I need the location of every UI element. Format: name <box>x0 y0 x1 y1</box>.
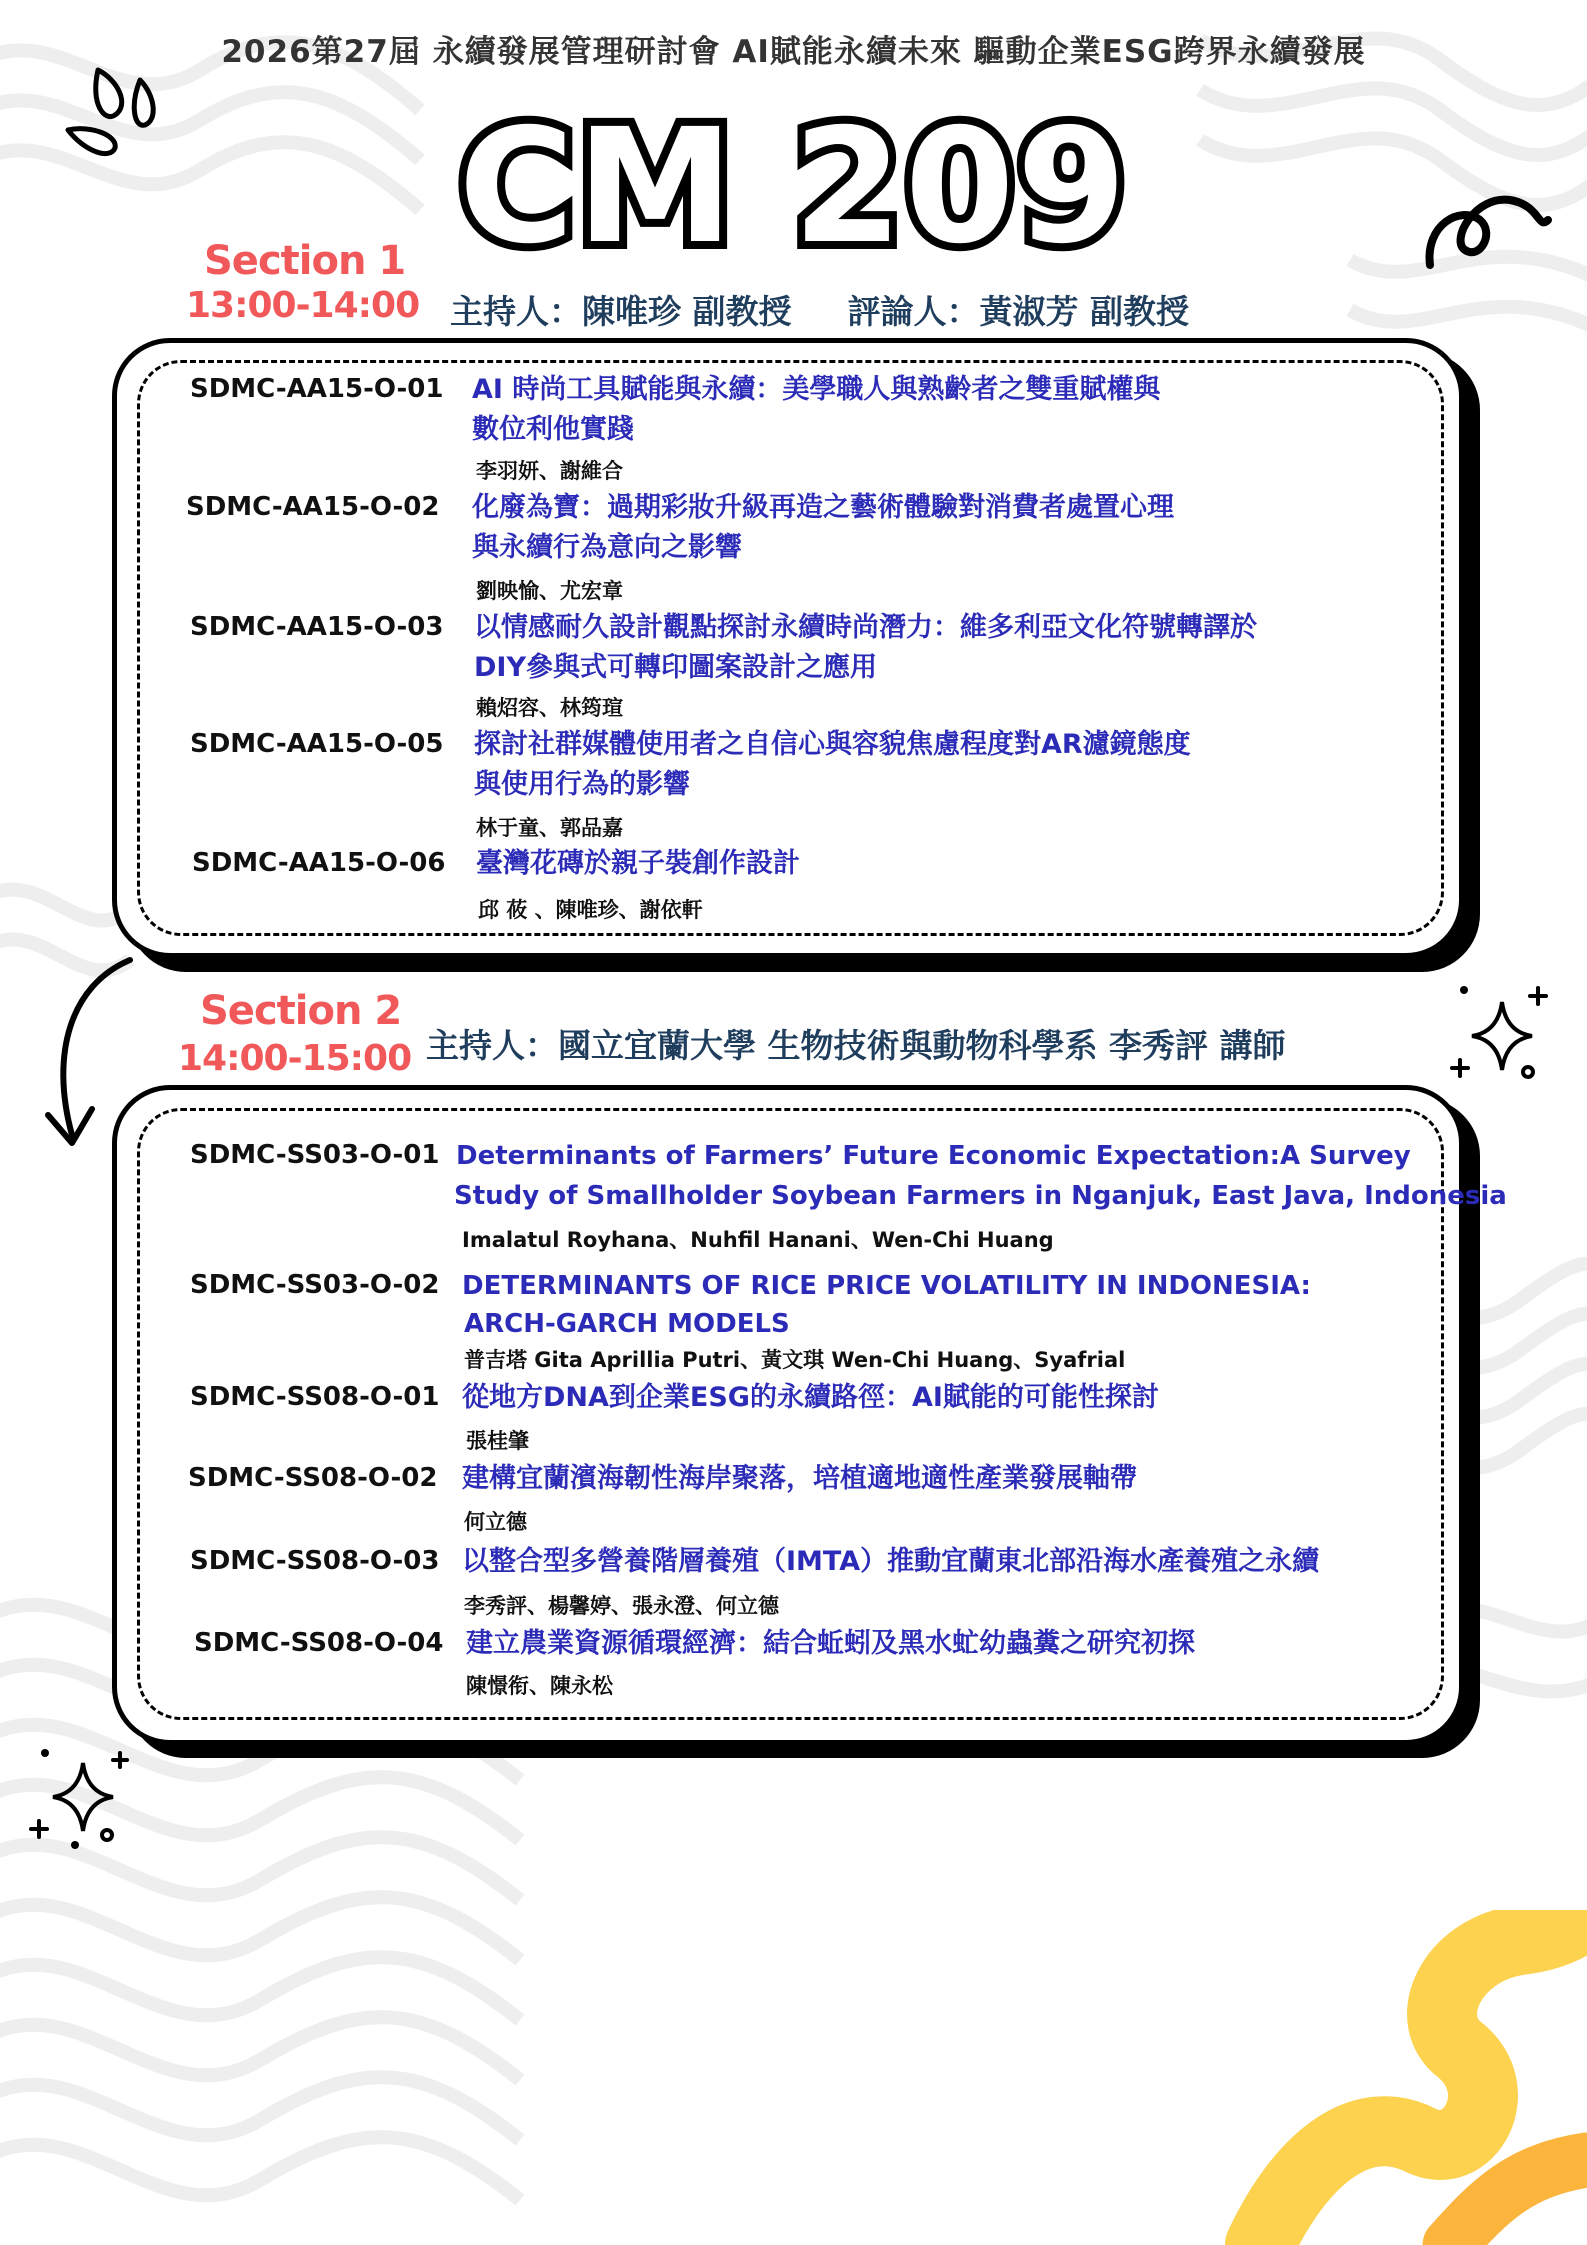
paper-code: SDMC-AA15-O-01 <box>190 374 444 404</box>
paper-title: ARCH-GARCH MODELS <box>464 1309 790 1339</box>
paper-authors: 劉映愉、尤宏章 <box>476 579 623 603</box>
paper-title: DETERMINANTS OF RICE PRICE VOLATILITY IN INDONESIA: <box>462 1271 1311 1301</box>
section-host: 主持人：陳唯珍 副教授 <box>450 292 792 331</box>
paper-title: 建構宜蘭濱海韌性海岸聚落，培植適地適性產業發展軸帶 <box>462 1463 1137 1494</box>
paper-title: 從地方DNA到企業ESG的永續路徑：AI賦能的可能性探討 <box>462 1382 1159 1413</box>
paper-title: 化廢為寶：過期彩妝升級再造之藝術體驗對消費者處置心理 <box>472 492 1174 523</box>
section-time: 14:00-15:00 <box>178 1038 412 1079</box>
paper-title: 數位利他實踐 <box>472 414 634 445</box>
paper-code: SDMC-SS03-O-02 <box>190 1270 440 1300</box>
yellow-wave-decoration <box>1220 1910 1587 2245</box>
section-time: 13:00-14:00 <box>186 285 420 326</box>
paper-code: SDMC-SS08-O-04 <box>194 1628 444 1658</box>
paper-authors: 林于童、郭品嘉 <box>476 816 623 840</box>
paper-code: SDMC-AA15-O-03 <box>190 612 444 642</box>
paper-authors: 陳憬衔、陳永松 <box>466 1674 613 1698</box>
paper-authors: 張桂肇 <box>466 1429 529 1453</box>
paper-title: AI 時尚工具賦能與永續：美學職人與熟齡者之雙重賦權與 <box>472 374 1161 405</box>
paper-code: SDMC-AA15-O-02 <box>186 492 440 522</box>
paper-title: Study of Smallholder Soybean Farmers in Nganjuk, East Java, Indonesia <box>454 1181 1507 1211</box>
section-host: 主持人：國立宜蘭大學 生物技術與動物科學系 李秀評 講師 <box>426 1026 1286 1065</box>
paper-title: 與永續行為意向之影響 <box>472 532 742 563</box>
paper-code: SDMC-AA15-O-05 <box>190 729 444 759</box>
paper-code: SDMC-SS08-O-03 <box>190 1546 440 1576</box>
sparkle-icon <box>1450 980 1560 1090</box>
event-title: 2026第27屆 永續發展管理研討會 AI賦能永續未來 驅動企業ESG跨界永續發展 <box>221 34 1366 70</box>
paper-authors: 邱 莜 、陳唯珍、謝依軒 <box>478 898 703 922</box>
paper-code: SDMC-AA15-O-06 <box>192 848 446 878</box>
sparkle-icon <box>25 1745 135 1855</box>
section-commentator: 評論人：黃淑芳 副教授 <box>847 292 1189 331</box>
room-title: CM 209 <box>458 95 1129 279</box>
paper-authors: 賴炤容、林筠瑄 <box>476 696 623 720</box>
paper-title: 以整合型多營養階層養殖（IMTA）推動宜蘭東北部沿海水產養殖之永續 <box>462 1546 1320 1577</box>
paper-authors: 李羽妍、謝維合 <box>476 459 623 483</box>
paper-authors: 李秀評、楊馨婷、張永澄、何立德 <box>464 1594 779 1618</box>
paper-authors: 何立德 <box>464 1510 527 1534</box>
paper-code: SDMC-SS08-O-01 <box>190 1382 440 1412</box>
paper-title: 與使用行為的影響 <box>474 769 690 800</box>
paper-code: SDMC-SS03-O-01 <box>190 1140 440 1170</box>
paper-title: 探討社群媒體使用者之自信心與容貌焦慮程度對AR濾鏡態度 <box>474 729 1191 760</box>
paper-authors: 普吉塔 Gita Aprillia Putri、黃文琪 Wen-Chi Huang、Syafrial <box>464 1348 1126 1372</box>
section-label: Section 2 <box>200 988 402 1034</box>
paper-title: Determinants of Farmers’ Future Economic Expectation:A Survey <box>456 1141 1411 1171</box>
paper-title: 建立農業資源循環經濟：結合蚯蚓及黑水虻幼蟲糞之研究初探 <box>466 1628 1195 1659</box>
paper-title: 以情感耐久設計觀點探討永續時尚潛力：維多利亞文化符號轉譯於 <box>474 612 1257 643</box>
section-label: Section 1 <box>204 238 406 284</box>
paper-title: 臺灣花磚於親子裝創作設計 <box>476 848 800 879</box>
paper-code: SDMC-SS08-O-02 <box>188 1463 438 1493</box>
paper-title: DIY參與式可轉印圖案設計之應用 <box>474 652 878 683</box>
section-people <box>450 286 1245 333</box>
paper-authors: Imalatul Royhana、Nuhfil Hanani、Wen-Chi Huang <box>462 1228 1054 1252</box>
